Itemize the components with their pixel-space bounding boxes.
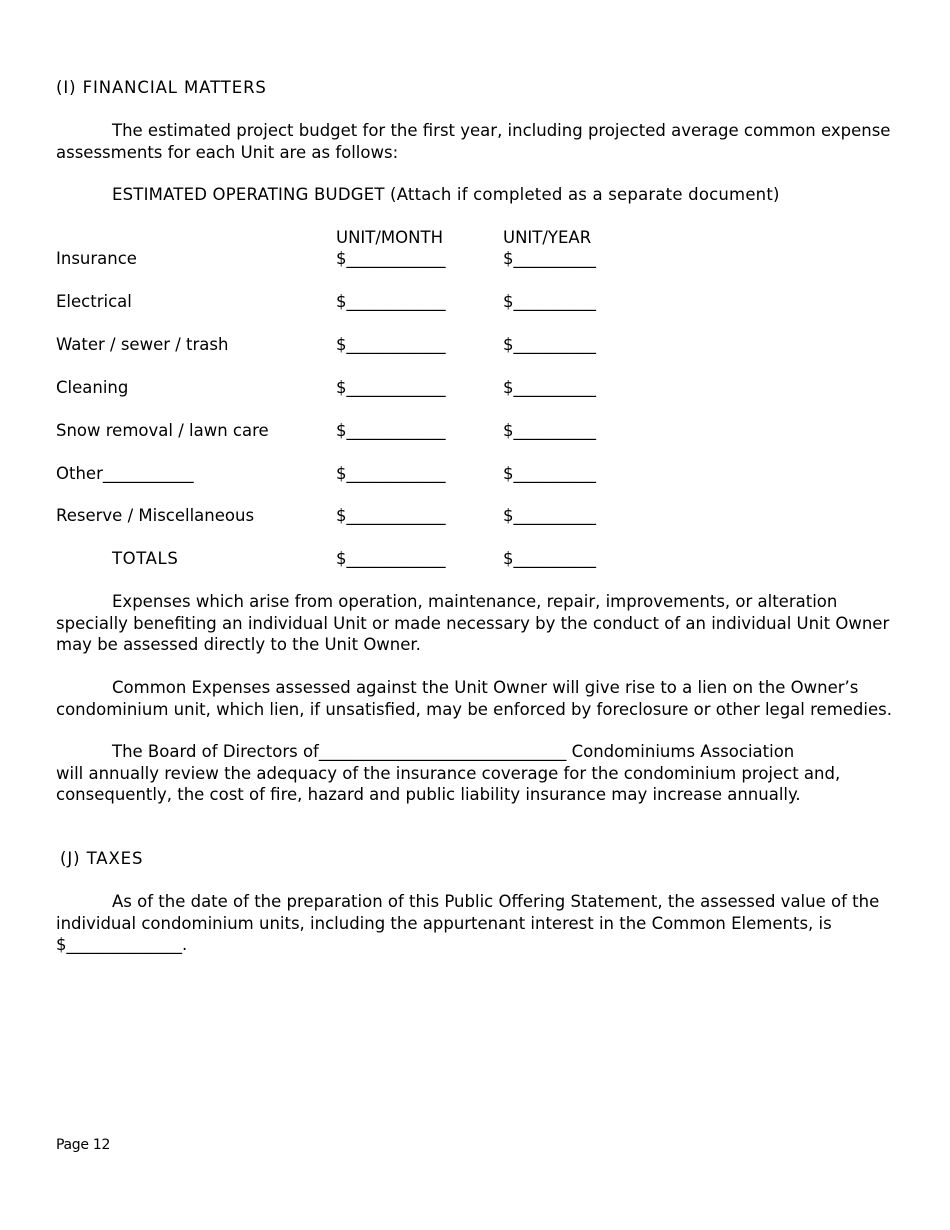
budget-row-month-blank[interactable]: $____________ — [336, 421, 446, 440]
budget-row-month-blank[interactable]: $____________ — [336, 506, 446, 525]
board-line: will annually review the adequacy of the insurance coverage for the condominium project and, — [56, 763, 841, 783]
budget-row-year-blank[interactable]: $__________ — [503, 378, 596, 397]
intro-line: The estimated project budget for the first year, including projected average common expense — [112, 121, 891, 140]
page-number: Page 12 — [56, 1137, 111, 1153]
budget-row-label: Insurance — [56, 249, 137, 268]
budget-row-label: Reserve / Miscellaneous — [56, 506, 255, 525]
budget-row-label: Water / sewer / trash — [56, 335, 229, 354]
taxes-heading: (J) TAXES — [60, 849, 144, 868]
budget-row-month-blank[interactable]: $____________ — [336, 335, 446, 354]
expenses-line: may be assessed directly to the Unit Owner. — [56, 635, 421, 654]
budget-totals-label: TOTALS — [112, 549, 179, 568]
col-header-month: UNIT/MONTH — [336, 228, 443, 247]
budget-row-label: Other___________ — [56, 464, 194, 483]
budget-row-year-blank[interactable]: $__________ — [503, 249, 596, 268]
budget-row-year-blank[interactable]: $__________ — [503, 421, 596, 440]
intro-line: assessments for each Unit are as follows: — [56, 142, 399, 162]
budget-row-month-blank[interactable]: $____________ — [336, 464, 446, 483]
board-paragraph — [56, 741, 886, 806]
budget-row-label: Electrical — [56, 292, 132, 311]
taxes-line: As of the date of the preparation of this Public Offering Statement, the assessed value of the — [112, 892, 880, 911]
financial-heading: (I) FINANCIAL MATTERS — [56, 78, 267, 97]
taxes-paragraph — [56, 891, 886, 956]
lien-line: condominium unit, which lien, if unsatisfied, may be enforced by foreclosure or other legal remedies. — [56, 699, 892, 719]
budget-row-year-blank[interactable]: $__________ — [503, 506, 596, 525]
expenses-line: Expenses which arise from operation, maintenance, repair, improvements, or alteration — [112, 592, 838, 611]
budget-totals-month-blank[interactable]: $____________ — [336, 549, 446, 568]
budget-row-label: Snow removal / lawn care — [56, 421, 269, 440]
budget-title: ESTIMATED OPERATING BUDGET (Attach if completed as a separate document) — [112, 185, 780, 204]
budget-row-year-blank[interactable]: $__________ — [503, 292, 596, 311]
budget-row-year-blank[interactable]: $__________ — [503, 335, 596, 354]
budget-totals-year-blank[interactable]: $__________ — [503, 549, 596, 568]
budget-row-month-blank[interactable]: $____________ — [336, 249, 446, 268]
taxes-line: $______________. — [56, 935, 188, 954]
board-line: consequently, the cost of fire, hazard and public liability insurance may increase annually. — [56, 785, 801, 804]
budget-row-label: Cleaning — [56, 378, 129, 397]
expenses-paragraph — [56, 591, 890, 656]
budget-row-month-blank[interactable]: $____________ — [336, 292, 446, 311]
lien-paragraph — [56, 677, 892, 720]
taxes-line: individual condominium units, including the appurtenant interest in the Common Elements, is — [56, 913, 832, 933]
budget-row-month-blank[interactable]: $____________ — [336, 378, 446, 397]
board-line: The Board of Directors of______________________________ Condominiums Association — [112, 742, 795, 761]
expenses-line: specially benefiting an individual Unit or made necessary by the conduct of an individual Unit Owner — [56, 613, 890, 633]
col-header-year: UNIT/YEAR — [503, 228, 592, 247]
budget-row-year-blank[interactable]: $__________ — [503, 464, 596, 483]
lien-line: Common Expenses assessed against the Unit Owner will give rise to a lien on the Owner’s — [112, 678, 859, 697]
intro-paragraph — [56, 120, 891, 163]
